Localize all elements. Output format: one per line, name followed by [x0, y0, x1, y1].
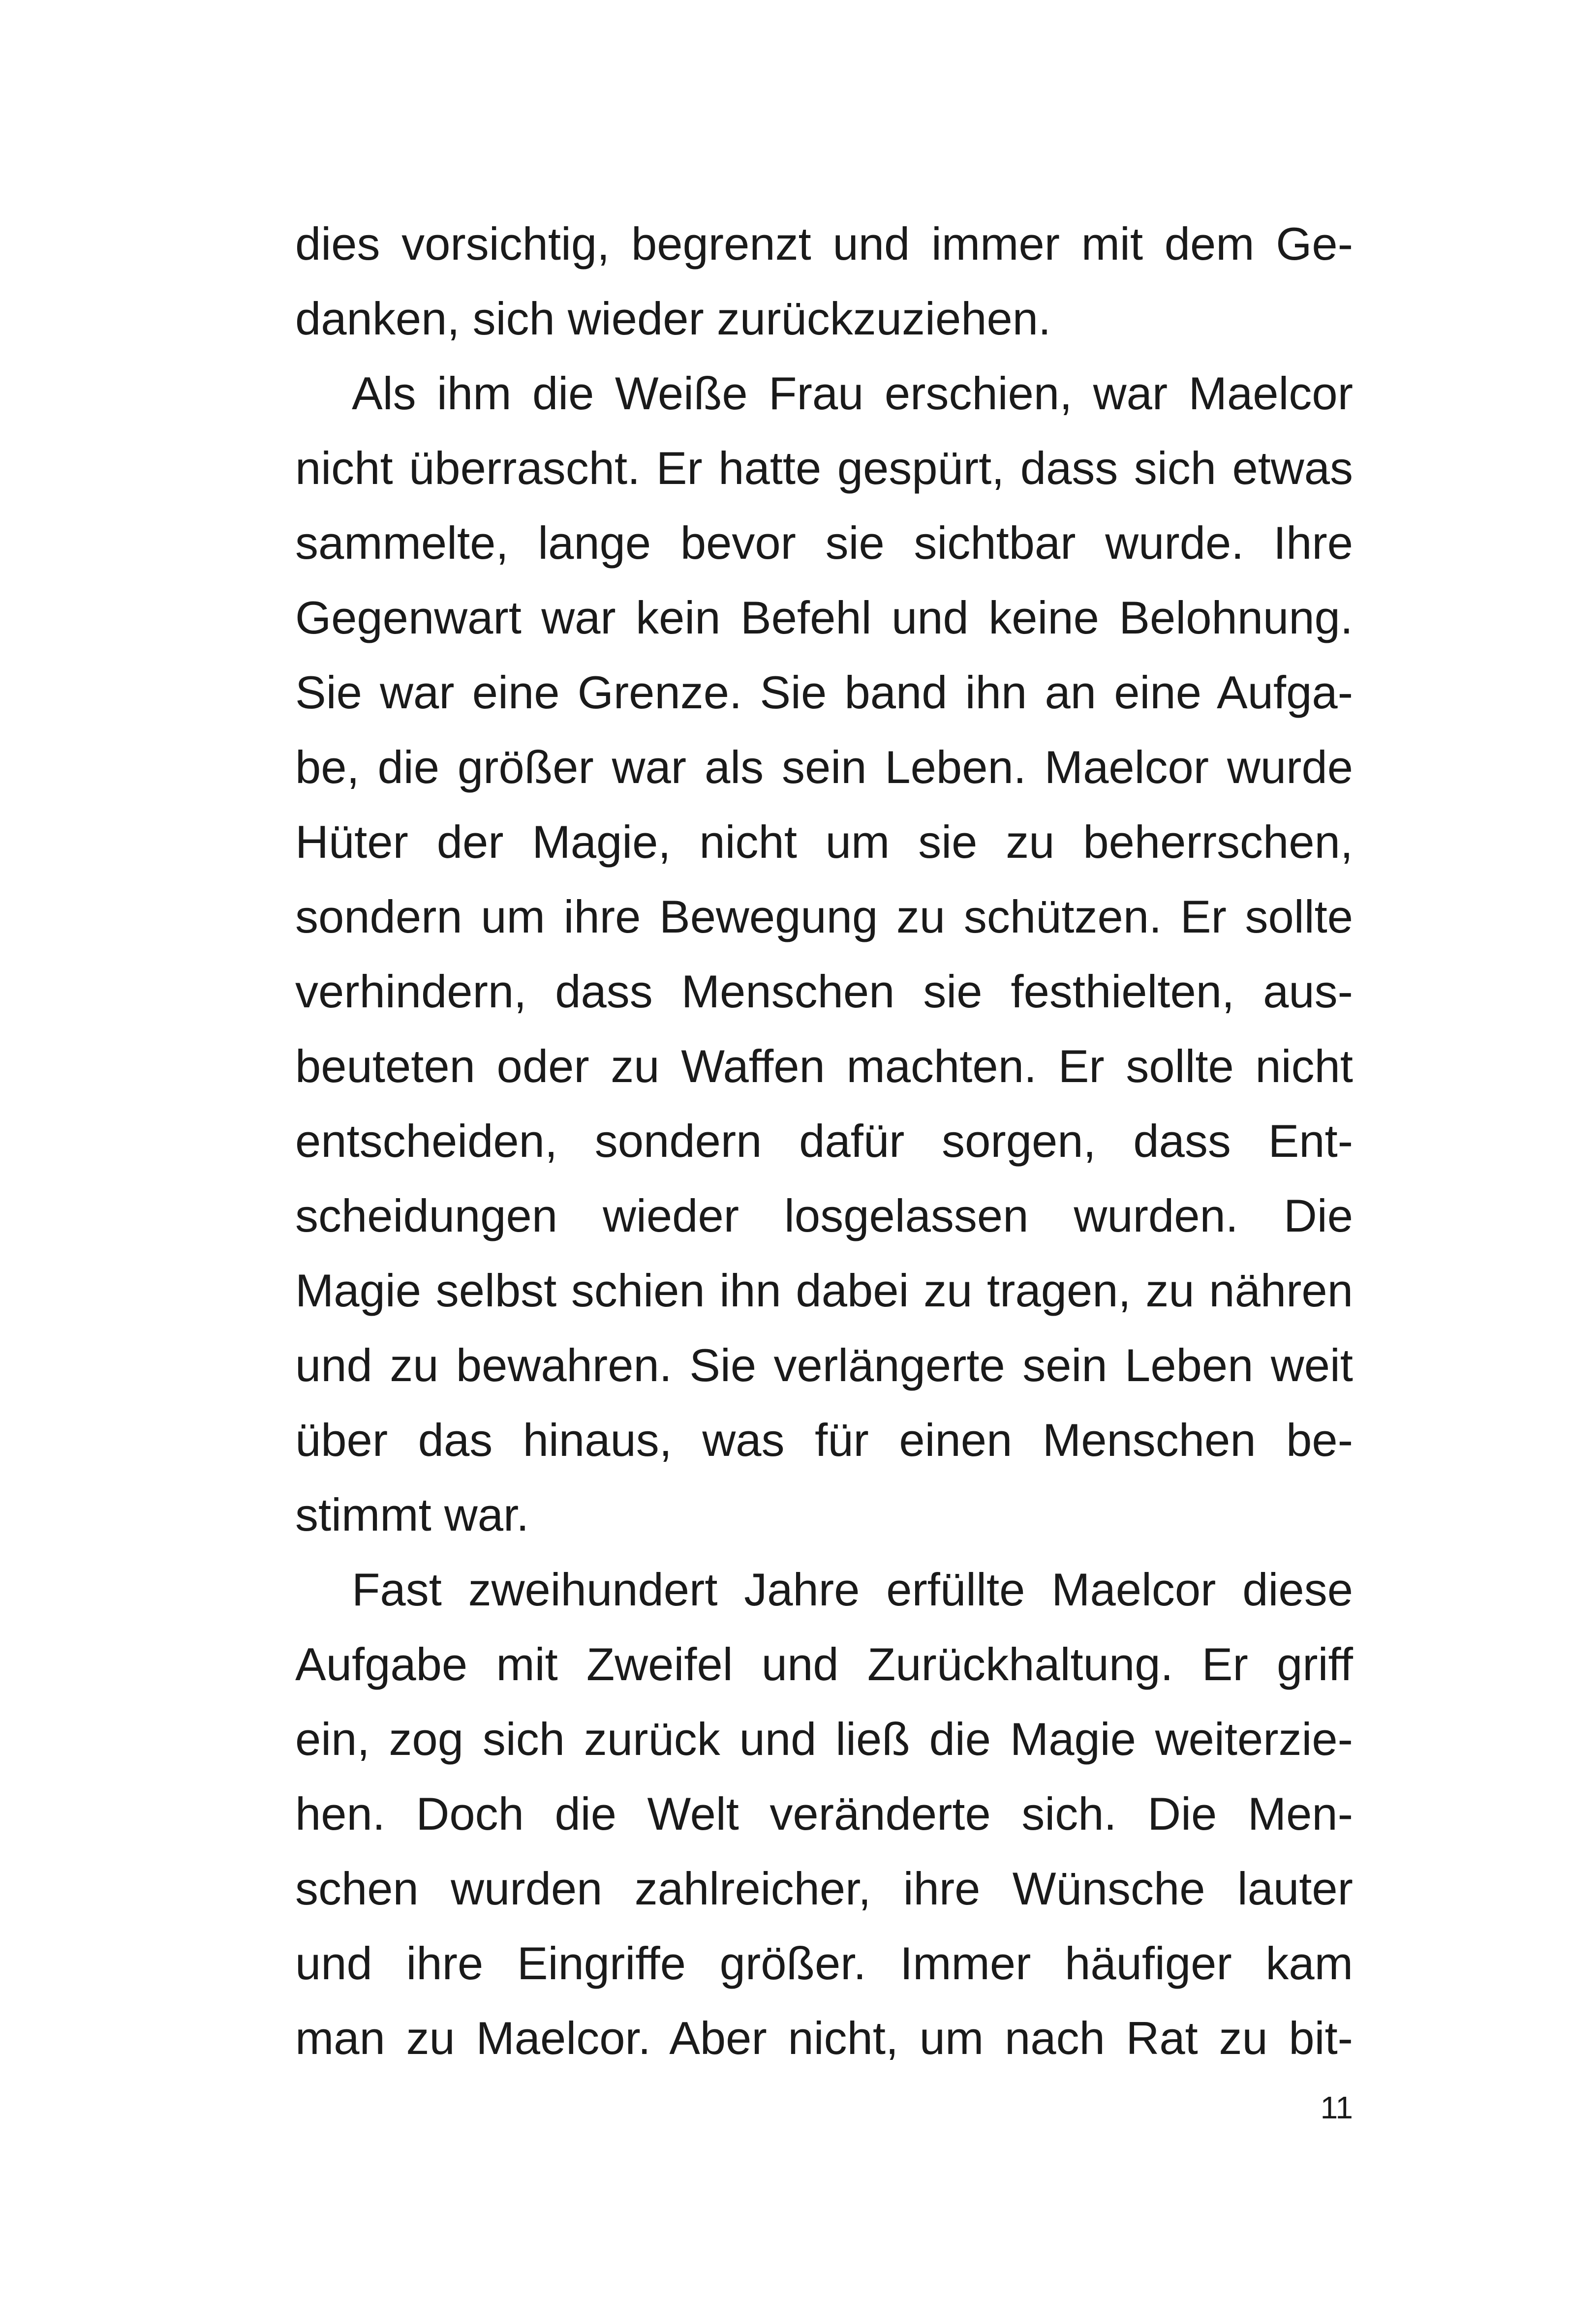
text-line: verhindern, dass Menschen sie festhielten, aus- [295, 966, 1353, 1017]
paragraph-first-line: Fast zweihundert Jahre erfüllte Maelcor diese [352, 1564, 1353, 1615]
text-line: Magie selbst schien ihn dabei zu tragen, zu nähren [295, 1265, 1353, 1316]
text-line: Gegenwart war kein Befehl und keine Belohnung. [295, 592, 1353, 643]
text-line: man zu Maelcor. Aber nicht, um nach Rat zu bit- [295, 2012, 1353, 2064]
text-line: danken, sich wieder zurückzuziehen. [295, 293, 1051, 344]
text-line: scheidungen wieder losgelassen wurden. Die [295, 1190, 1353, 1241]
paragraph-first-line: Als ihm die Weiße Frau erschien, war Maelcor [352, 367, 1353, 419]
text-line: be, die größer war als sein Leben. Maelcor wurde [295, 741, 1353, 793]
text-line: und ihre Eingriffe größer. Immer häufiger kam [295, 1937, 1353, 1989]
text-line: schen wurden zahlreicher, ihre Wünsche lauter [295, 1863, 1353, 1914]
text-line: dies vorsichtig, begrenzt und immer mit dem Ge- [295, 218, 1353, 270]
text-line: beuteten oder zu Waffen machten. Er sollte nicht [295, 1040, 1353, 1092]
text-line: Aufgabe mit Zweifel und Zurückhaltung. Er griff [295, 1638, 1353, 1690]
page-number: 11 [1320, 2090, 1353, 2125]
text-line: und zu bewahren. Sie verlängerte sein Leben weit [295, 1339, 1353, 1391]
text-line: entscheiden, sondern dafür sorgen, dass Ent- [295, 1115, 1353, 1167]
text-line: Hüter der Magie, nicht um sie zu beherrschen, [295, 816, 1353, 868]
text-line: sammelte, lange bevor sie sichtbar wurde. Ihre [295, 517, 1353, 569]
text-line: ein, zog sich zurück und ließ die Magie weiterzie- [295, 1713, 1353, 1765]
text-line: sondern um ihre Bewegung zu schützen. Er sollte [295, 891, 1353, 942]
text-line: Sie war eine Grenze. Sie band ihn an eine Aufga- [295, 666, 1353, 718]
text-line: hen. Doch die Welt veränderte sich. Die Men- [295, 1788, 1353, 1840]
body-text [295, 207, 1353, 2076]
text-line: stimmt war. [295, 1489, 529, 1540]
text-line: über das hinaus, was für einen Menschen be- [295, 1414, 1353, 1466]
text-line: nicht überrascht. Er hatte gespürt, dass sich etwas [295, 442, 1353, 494]
